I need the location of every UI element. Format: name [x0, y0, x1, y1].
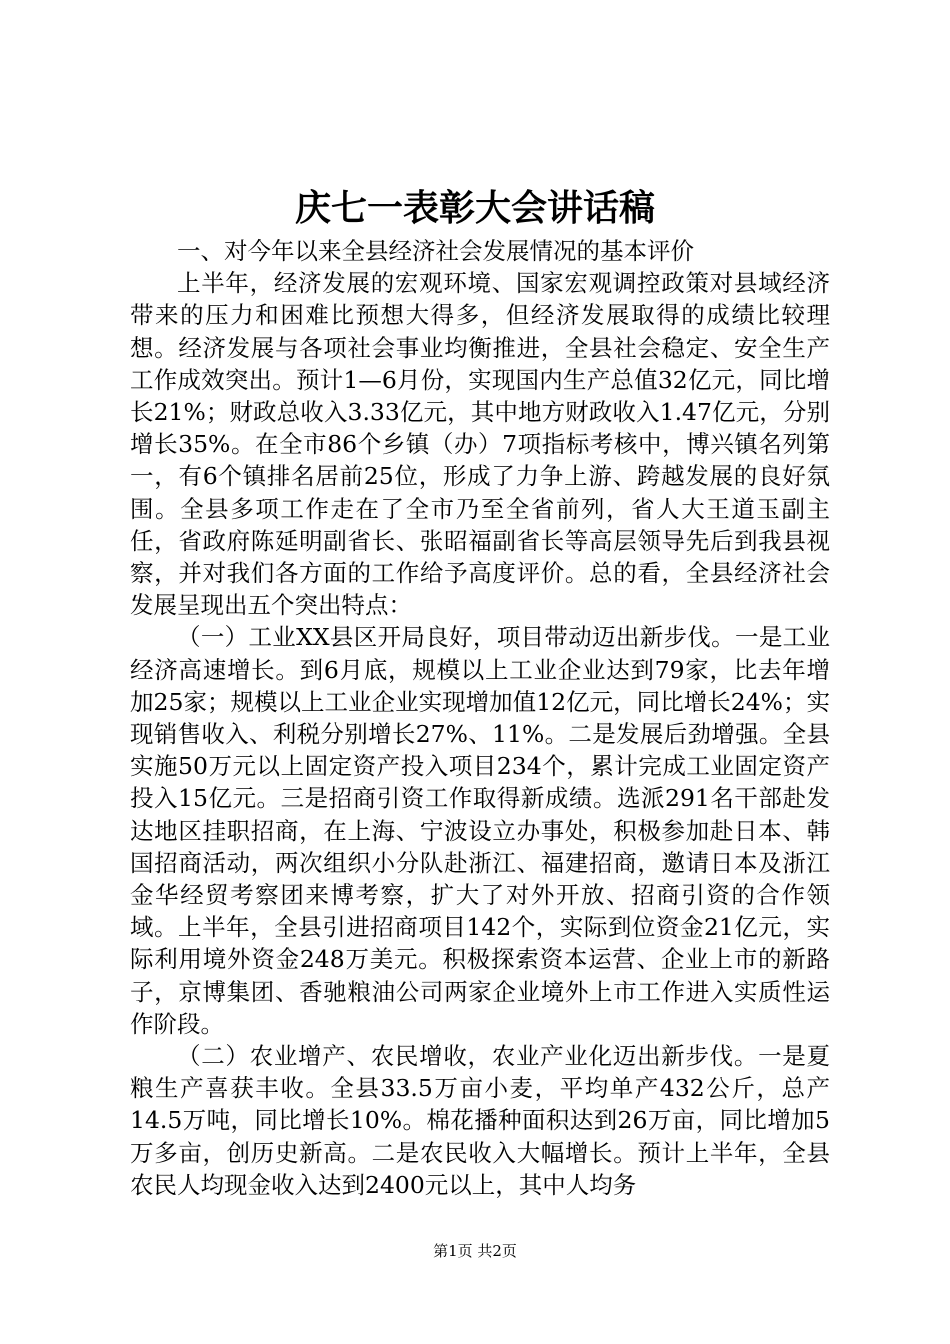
document-title: 庆七一表彰大会讲话稿	[294, 187, 655, 229]
paragraph: （一）工业XX县区开局良好，项目带动迈出新步伐。一是工业经济高速增长。到6月底，规模以上工业企业达到79家，比去年增加25家；规模以上工业企业实现增加值12亿元，同比增长24%；实现销售收入、利税分别增长27%、11%。二是发展后劲增强。全县实施50万元以上固定资产投入项目234个，累计完成工业固定资产投入15亿元。三是招商引资工作取得新成绩。选派291名干部赴发达地区挂职招商，在上海、宁波设立办事处，积极参加赴日本、韩国招商活动，两次组织小分队赴浙江、福建招商，邀请日本及浙江金华经贸考察团来博考察，扩大了对外开放、招商引资的合作领域。上半年，全县引进招商项目142个，实际到位资金21亿元，实际利用境外资金248万美元。积极探索资本运营、企业上市的新路子，京博集团、香驰粮油公司两家企业境外上市工作进入实质性运作阶段。	[130, 623, 830, 1038]
page-number-footer: 第1页 共2页	[433, 1242, 517, 1260]
paragraph: 上半年，经济发展的宏观环境、国家宏观调控政策对县域经济带来的压力和困难比预想大得多，但经济发展取得的成绩比较理想。经济发展与各项社会事业均衡推进，全县社会稳定、安全生产工作成效突出。预计1—6月份，实现国内生产总值32亿元，同比增长21%；财政总收入3.33亿元，其中地方财政收入1.47亿元，分别增长35%。在全市86个乡镇（办）7项指标考核中，博兴镇名列第一，有6个镇排名居前25位，形成了力争上游、跨越发展的良好氛围。全县多项工作走在了全市乃至全省前列，省人大王道玉副主任，省政府陈延明副省长、张昭福副省长等高层领导先后到我县视察，并对我们各方面的工作给予高度评价。总的看，全县经济社会发展呈现出五个突出特点：	[130, 269, 830, 620]
paragraph: （二）农业增产、农民增收，农业产业化迈出新步伐。一是夏粮生产喜获丰收。全县33.5万亩小麦，平均单产432公斤，总产14.5万吨，同比增长10%。棉花播种面积达到26万亩，同比增加5万多亩，创历史新高。二是农民收入大幅增长。预计上半年，全县农民人均现金收入达到2400元以上，其中人均务	[130, 1042, 830, 1199]
document-body	[130, 235, 830, 1201]
section-heading: 一、对今年以来全县经济社会发展情况的基本评价	[177, 237, 694, 265]
